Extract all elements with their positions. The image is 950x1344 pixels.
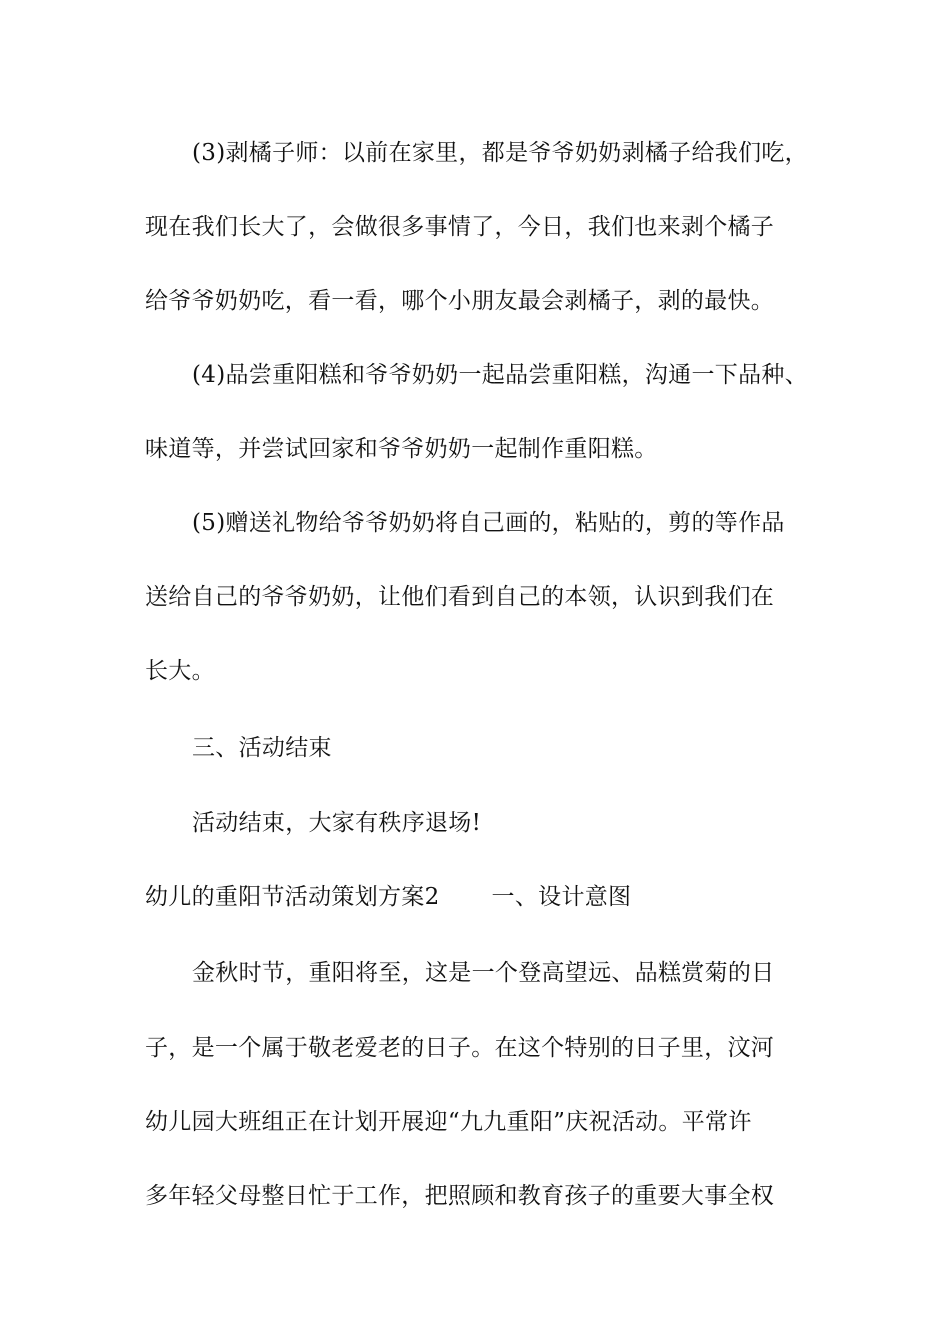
section-heading: 一、设计意图 (491, 884, 632, 910)
paragraph-line: 多年轻父母整日忙于工作，把照顾和教育孩子的重要大事全权 (145, 1183, 775, 1209)
paragraph-line: 活动结束，大家有秩序退场! (192, 810, 482, 836)
paragraph-line: (4)品尝重阳糕和爷爷奶奶一起品尝重阳糕，沟通一下品种、 (192, 362, 808, 388)
paragraph-line: 送给自己的爷爷奶奶，让他们看到自己的本领，认识到我们在 (145, 584, 775, 610)
document-title-line (145, 882, 631, 912)
section-heading: 三、活动结束 (192, 735, 332, 761)
paragraph-line: 味道等，并尝试回家和爷爷奶奶一起制作重阳糕。 (145, 436, 658, 462)
document-title: 幼儿的重阳节活动策划方案2 (145, 884, 440, 910)
paragraph-line: (3)剥橘子师：以前在家里，都是爷爷奶奶剥橘子给我们吃， (192, 140, 808, 166)
paragraph-line: 子，是一个属于敬老爱老的日子。在这个特别的日子里，汶河 (145, 1035, 775, 1061)
paragraph-line: 给爷爷奶奶吃，看一看，哪个小朋友最会剥橘子，剥的最快。 (145, 288, 775, 314)
paragraph-line: (5)赠送礼物给爷爷奶奶将自己画的，粘贴的，剪的等作品 (192, 510, 785, 536)
paragraph-line: 幼儿园大班组正在计划开展迎“九九重阳”庆祝活动。平常许 (145, 1109, 752, 1135)
paragraph-line: 金秋时节，重阳将至，这是一个登高望远、品糕赏菊的日 (192, 960, 775, 986)
paragraph-line: 长大。 (145, 658, 215, 684)
paragraph-line: 现在我们长大了，会做很多事情了，今日，我们也来剥个橘子 (145, 214, 775, 240)
